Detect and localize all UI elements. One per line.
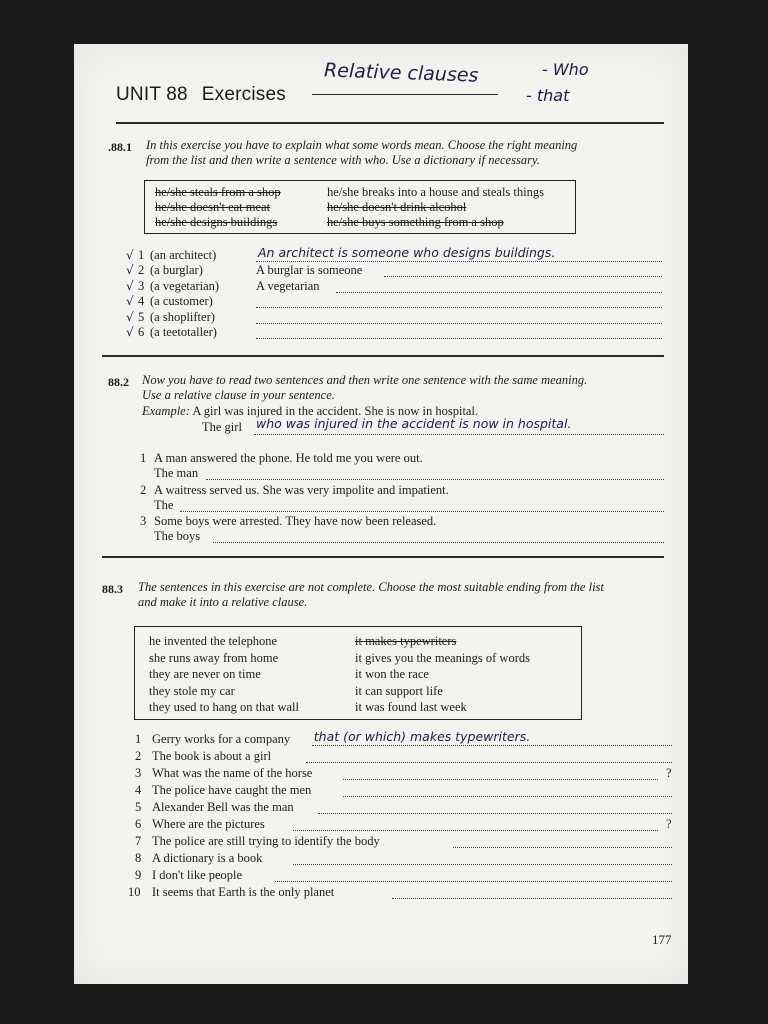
unit-title — [116, 84, 286, 106]
exercise-item — [126, 279, 666, 294]
worksheet-page — [74, 44, 688, 984]
answer-line — [343, 796, 673, 797]
ending-option: he invented the telephone — [149, 634, 278, 648]
section-rule — [102, 355, 664, 357]
meaning-option: he/she doesn't eat meat — [155, 200, 271, 214]
answer-line — [256, 307, 662, 308]
ending-option: it can support life — [355, 683, 443, 698]
item-word: (a teetotaller) — [150, 325, 217, 339]
item-number: 6 — [135, 817, 142, 831]
item-number: 5 — [138, 309, 145, 324]
exercise-instructions: In this exercise you have to explain what some words mean. Choose the right meaning from the list and then write a sentence with who. Use a dictionary if necessary. — [146, 138, 578, 167]
exercise-item — [126, 294, 666, 309]
item-number: 8 — [135, 851, 142, 865]
handwritten-underline — [312, 94, 498, 95]
answer-line — [336, 292, 662, 293]
item-text: Alexander Bell was the man — [152, 800, 294, 814]
item-sentence-start: The man — [154, 466, 199, 480]
answer-line — [206, 479, 664, 480]
item-text: A dictionary is a book — [152, 851, 263, 865]
meaning-option: he/she doesn't drink alcohol — [327, 200, 467, 214]
exercise-item — [128, 749, 676, 765]
item-sentence-start: The boys — [154, 529, 201, 543]
item-end-mark: ? — [666, 766, 672, 780]
answer-line — [256, 261, 662, 262]
item-number: 2 — [138, 263, 145, 278]
exercise-item — [136, 514, 666, 546]
exercise-item — [128, 766, 676, 782]
answer-line — [293, 864, 672, 865]
meanings-box — [144, 180, 576, 234]
item-number: 2 — [135, 749, 142, 763]
ending-option: she runs away from home — [149, 650, 279, 665]
item-number: 6 — [138, 325, 145, 339]
item-sentence-start: A vegetarian — [256, 278, 320, 293]
item-number: 7 — [135, 834, 142, 848]
check-mark-icon: √ — [126, 278, 134, 293]
meaning-option: he/she designs buildings — [155, 215, 278, 229]
exercise-instructions: Now you have to read two sentences and then write one sentence with the same meaning. Use a relative clause in your sentence. — [142, 373, 588, 402]
answer-line — [254, 434, 664, 435]
item-sentence-start: A burglar is someone — [256, 263, 363, 278]
meaning-option: he/she steals from a shop — [155, 185, 281, 199]
exercise-item — [128, 783, 676, 799]
item-end-mark: ? — [666, 817, 672, 831]
item-number: 4 — [138, 294, 145, 309]
item-number: 1 — [135, 732, 142, 746]
item-number: 4 — [135, 783, 142, 797]
answer-line — [256, 338, 662, 339]
item-text: Gerry works for a company — [152, 732, 291, 746]
example-label: Example: — [142, 404, 190, 418]
ending-option: they are never on time — [149, 667, 261, 681]
exercise-item — [128, 868, 676, 884]
answer-line — [180, 511, 664, 512]
handwritten-answer: An architect is someone who designs buildings. — [258, 245, 556, 260]
example-answer: who was injured in the accident is now in hospital. — [256, 416, 572, 431]
answer-line — [453, 847, 672, 848]
answer-line — [392, 898, 672, 899]
check-mark-icon: √ — [126, 294, 134, 309]
item-text: The police have caught the men — [152, 783, 312, 797]
item-number: 5 — [135, 800, 142, 814]
handwritten-topic: Relative clauses — [323, 59, 479, 87]
header-rule — [116, 122, 664, 124]
item-text: Where are the pictures — [152, 817, 265, 831]
endings-box — [134, 626, 582, 720]
item-word: (an architect) — [150, 248, 217, 262]
exercise-number: 88.3 — [102, 582, 123, 596]
exercises-heading: Exercises — [201, 84, 286, 105]
answer-line — [318, 813, 672, 814]
answer-line — [306, 762, 672, 763]
item-number: 9 — [135, 868, 142, 882]
exercise-item — [128, 817, 676, 833]
exercise-item — [128, 851, 676, 867]
exercise-item — [126, 310, 666, 325]
item-text: It seems that Earth is the only planet — [152, 885, 335, 899]
item-text: I don't like people — [152, 868, 243, 882]
item-text: Some boys were arrested. They have now been released. — [154, 514, 437, 528]
item-text: What was the name of the horse — [152, 766, 313, 780]
item-number: 3 — [138, 278, 145, 293]
example-start: The girl — [202, 420, 242, 434]
check-mark-icon: √ — [126, 309, 134, 324]
answer-line — [213, 542, 664, 543]
item-text: The book is about a girl — [152, 749, 272, 763]
answer-line — [312, 745, 672, 746]
item-number: 3 — [140, 514, 147, 528]
item-sentence-start: The — [154, 498, 174, 512]
exercise-instructions: The sentences in this exercise are not complete. Choose the most suitable ending from the list and make it into a relative clause. — [138, 580, 604, 609]
ending-option: it gives you the meanings of words — [355, 650, 530, 665]
handwritten-answer: that (or which) makes typewriters. — [313, 729, 531, 744]
meaning-option: he/she buys something from a shop — [327, 215, 504, 229]
answer-line — [293, 830, 658, 831]
exercise-number: .88.1 — [108, 140, 132, 154]
answer-line — [384, 276, 662, 277]
exercise-item — [128, 800, 676, 816]
answer-line — [275, 881, 672, 882]
page-number: 177 — [652, 932, 672, 947]
exercise-item — [136, 451, 666, 483]
item-word: (a burglar) — [150, 263, 203, 278]
exercise-item — [128, 729, 676, 748]
ending-option: it won the race — [355, 667, 429, 681]
handwritten-who: - Who — [542, 60, 589, 79]
item-word: (a shoplifter) — [150, 309, 215, 324]
check-mark-icon: √ — [126, 325, 134, 339]
item-text: A man answered the phone. He told me you were out. — [154, 451, 423, 465]
ending-option: they stole my car — [149, 683, 235, 698]
answer-line — [343, 779, 659, 780]
example-text: A girl was injured in the accident. She is now in hospital. — [192, 404, 479, 418]
ending-option: it makes typewriters — [355, 634, 457, 648]
meaning-option: he/she breaks into a house and steals things — [327, 185, 544, 199]
unit-number: UNIT 88 — [116, 84, 188, 105]
ending-option: they used to hang on that wall — [149, 700, 299, 714]
exercise-item — [126, 245, 666, 263]
item-word: (a customer) — [150, 294, 213, 309]
check-mark-icon: √ — [126, 263, 134, 278]
exercise-item — [126, 325, 666, 340]
ending-option: it was found last week — [355, 700, 467, 714]
exercise-item — [128, 885, 676, 901]
item-word: (a vegetarian) — [150, 278, 220, 293]
item-number: 1 — [140, 451, 147, 465]
item-number: 1 — [138, 248, 145, 262]
exercise-item — [126, 263, 666, 278]
item-number: 2 — [140, 483, 147, 497]
exercise-number: 88.2 — [108, 375, 129, 389]
item-text: A waitress served us. She was very impolite and impatient. — [154, 483, 449, 497]
check-mark-icon: √ — [126, 248, 134, 262]
exercise-item — [128, 834, 676, 850]
item-number: 10 — [128, 885, 141, 899]
answer-line — [256, 323, 662, 324]
item-text: The police are still trying to identify the body — [152, 834, 380, 848]
section-rule — [102, 556, 664, 558]
handwritten-that: - that — [526, 86, 570, 105]
item-number: 3 — [135, 766, 142, 780]
exercise-item — [136, 483, 666, 515]
